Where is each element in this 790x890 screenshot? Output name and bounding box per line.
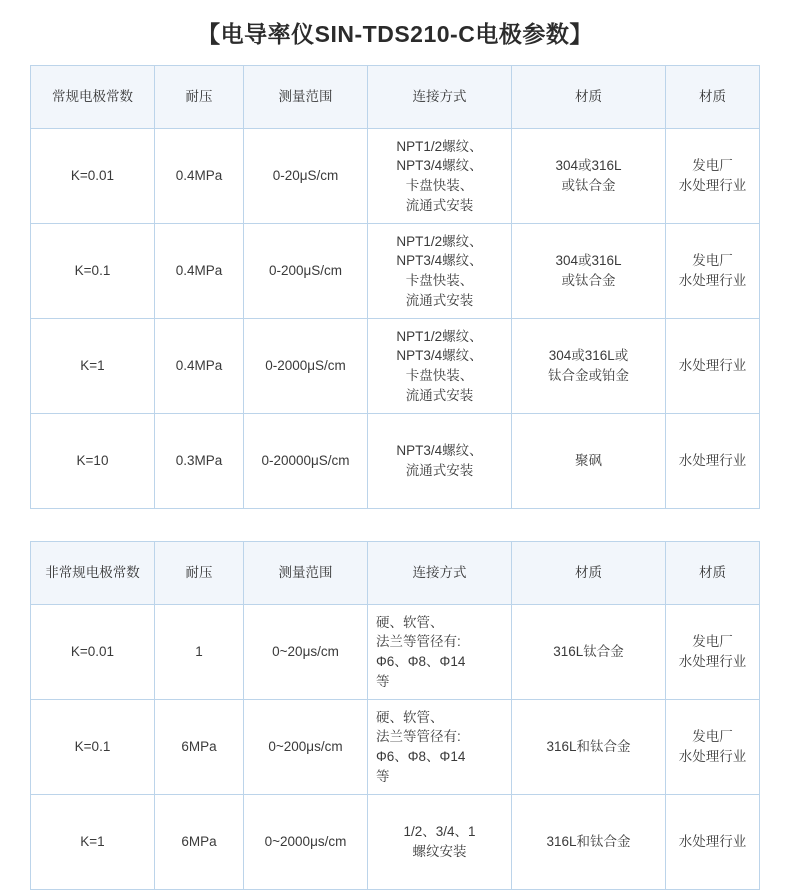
cell-range: 0-20μS/cm bbox=[244, 129, 368, 224]
cell-connection bbox=[368, 795, 512, 890]
cell-pressure: 6MPa bbox=[155, 795, 244, 890]
cell-line: 1/2、3/4、1 bbox=[403, 824, 476, 840]
cell-line: 法兰等管径有: bbox=[376, 729, 461, 745]
cell-line: 发电厂 bbox=[692, 729, 733, 745]
cell-application bbox=[666, 319, 760, 414]
table-row bbox=[31, 224, 760, 319]
cell-constant: K=0.01 bbox=[31, 129, 155, 224]
cell-application bbox=[666, 129, 760, 224]
cell-line: 发电厂 bbox=[692, 253, 733, 269]
cell-pressure: 0.4MPa bbox=[155, 224, 244, 319]
cell-pressure: 0.3MPa bbox=[155, 414, 244, 509]
cell-line: 硬、软管、 bbox=[376, 709, 444, 725]
cell-line: 流通式安装 bbox=[405, 197, 474, 213]
cell-connection bbox=[368, 414, 512, 509]
cell-line: 流通式安装 bbox=[405, 387, 474, 403]
cell-line: 发电厂 bbox=[692, 634, 733, 650]
cell-constant: K=0.1 bbox=[31, 224, 155, 319]
cell-application bbox=[666, 795, 760, 890]
cell-application bbox=[666, 605, 760, 700]
header-cell-material: 材质 bbox=[512, 66, 666, 129]
cell-line: NPT3/4螺纹、 bbox=[396, 443, 483, 459]
header-cell-application: 材质 bbox=[666, 542, 760, 605]
cell-pressure: 0.4MPa bbox=[155, 129, 244, 224]
cell-constant: K=0.01 bbox=[31, 605, 155, 700]
cell-line: 316L钛合金 bbox=[553, 644, 624, 660]
cell-line: 水处理行业 bbox=[678, 178, 747, 193]
cell-range: 0~20μs/cm bbox=[244, 605, 368, 700]
table-row bbox=[31, 319, 760, 414]
cell-line: NPT3/4螺纹、 bbox=[396, 348, 483, 364]
nonstandard-electrode-table-wrap bbox=[0, 541, 790, 890]
cell-line: NPT3/4螺纹、 bbox=[396, 253, 483, 269]
cell-line: 流通式安装 bbox=[405, 463, 474, 478]
header-cell-connection: 连接方式 bbox=[368, 542, 512, 605]
cell-line: 304或316L bbox=[555, 158, 622, 174]
cell-range: 0~200μs/cm bbox=[244, 700, 368, 795]
standard-electrode-table bbox=[30, 65, 760, 509]
cell-line: 螺纹安装 bbox=[412, 844, 467, 859]
cell-line: 304或316L bbox=[555, 253, 622, 269]
cell-line: 卡盘快装、 bbox=[405, 368, 474, 383]
header-cell-pressure: 耐压 bbox=[155, 66, 244, 129]
cell-line: 304或316L或 bbox=[548, 348, 629, 364]
cell-line: 卡盘快装、 bbox=[405, 273, 474, 288]
cell-line: 或钛合金 bbox=[561, 178, 616, 193]
cell-material bbox=[512, 414, 666, 509]
cell-material bbox=[512, 319, 666, 414]
cell-line: NPT1/2螺纹、 bbox=[396, 138, 483, 154]
cell-line: 316L和钛合金 bbox=[546, 739, 631, 755]
table-row bbox=[31, 129, 760, 224]
cell-connection bbox=[368, 224, 512, 319]
header-cell-constant: 常规电极常数 bbox=[31, 66, 155, 129]
cell-range: 0~2000μs/cm bbox=[244, 795, 368, 890]
table-header-row bbox=[31, 542, 760, 605]
cell-line: 水处理行业 bbox=[678, 749, 747, 764]
cell-connection bbox=[368, 700, 512, 795]
cell-constant: K=1 bbox=[31, 795, 155, 890]
cell-material bbox=[512, 795, 666, 890]
cell-line: 发电厂 bbox=[692, 158, 733, 174]
cell-line: 等 bbox=[376, 673, 390, 689]
table-row bbox=[31, 414, 760, 509]
cell-constant: K=10 bbox=[31, 414, 155, 509]
cell-line: 水处理行业 bbox=[678, 834, 747, 850]
cell-line: 316L和钛合金 bbox=[546, 834, 631, 850]
cell-constant: K=0.1 bbox=[31, 700, 155, 795]
cell-line: 流通式安装 bbox=[405, 292, 474, 308]
cell-material bbox=[512, 700, 666, 795]
cell-material bbox=[512, 129, 666, 224]
header-cell-range: 测量范围 bbox=[244, 66, 368, 129]
cell-range: 0-200μS/cm bbox=[244, 224, 368, 319]
cell-line: 水处理行业 bbox=[678, 273, 747, 288]
cell-line: 等 bbox=[376, 768, 390, 784]
cell-application bbox=[666, 700, 760, 795]
cell-application bbox=[666, 414, 760, 509]
header-cell-material: 材质 bbox=[512, 542, 666, 605]
cell-connection bbox=[368, 129, 512, 224]
table-row bbox=[31, 605, 760, 700]
cell-line: 硬、软管、 bbox=[376, 614, 444, 630]
cell-pressure: 0.4MPa bbox=[155, 319, 244, 414]
table-row bbox=[31, 795, 760, 890]
cell-line: Φ6、Φ8、Φ14 bbox=[376, 654, 466, 669]
table-header-row bbox=[31, 66, 760, 129]
cell-pressure: 1 bbox=[155, 605, 244, 700]
header-cell-constant: 非常规电极常数 bbox=[31, 542, 155, 605]
cell-line: NPT3/4螺纹、 bbox=[396, 158, 483, 174]
cell-line: 水处理行业 bbox=[678, 654, 747, 669]
cell-application bbox=[666, 224, 760, 319]
cell-line: 或钛合金 bbox=[561, 273, 616, 288]
header-cell-pressure: 耐压 bbox=[155, 542, 244, 605]
cell-pressure: 6MPa bbox=[155, 700, 244, 795]
header-cell-application: 材质 bbox=[666, 66, 760, 129]
cell-line: NPT1/2螺纹、 bbox=[396, 328, 483, 344]
cell-line: Φ6、Φ8、Φ14 bbox=[376, 749, 466, 764]
cell-line: 水处理行业 bbox=[678, 358, 747, 374]
cell-range: 0-20000μS/cm bbox=[244, 414, 368, 509]
cell-range: 0-2000μS/cm bbox=[244, 319, 368, 414]
cell-material bbox=[512, 605, 666, 700]
header-cell-range: 测量范围 bbox=[244, 542, 368, 605]
table-spacer bbox=[0, 509, 790, 541]
header-cell-connection: 连接方式 bbox=[368, 66, 512, 129]
cell-line: 卡盘快装、 bbox=[405, 178, 474, 193]
nonstandard-electrode-table bbox=[30, 541, 760, 890]
cell-line: NPT1/2螺纹、 bbox=[396, 233, 483, 249]
cell-connection bbox=[368, 319, 512, 414]
cell-line: 法兰等管径有: bbox=[376, 634, 461, 650]
cell-connection bbox=[368, 605, 512, 700]
cell-line: 水处理行业 bbox=[678, 453, 747, 469]
cell-line: 钛合金或铂金 bbox=[548, 368, 629, 383]
cell-material bbox=[512, 224, 666, 319]
standard-electrode-table-wrap bbox=[0, 65, 790, 509]
cell-line: 聚砜 bbox=[575, 453, 602, 469]
table-row bbox=[31, 700, 760, 795]
cell-constant: K=1 bbox=[31, 319, 155, 414]
page-title: 【电导率仪SIN-TDS210-C电极参数】 bbox=[197, 21, 593, 47]
